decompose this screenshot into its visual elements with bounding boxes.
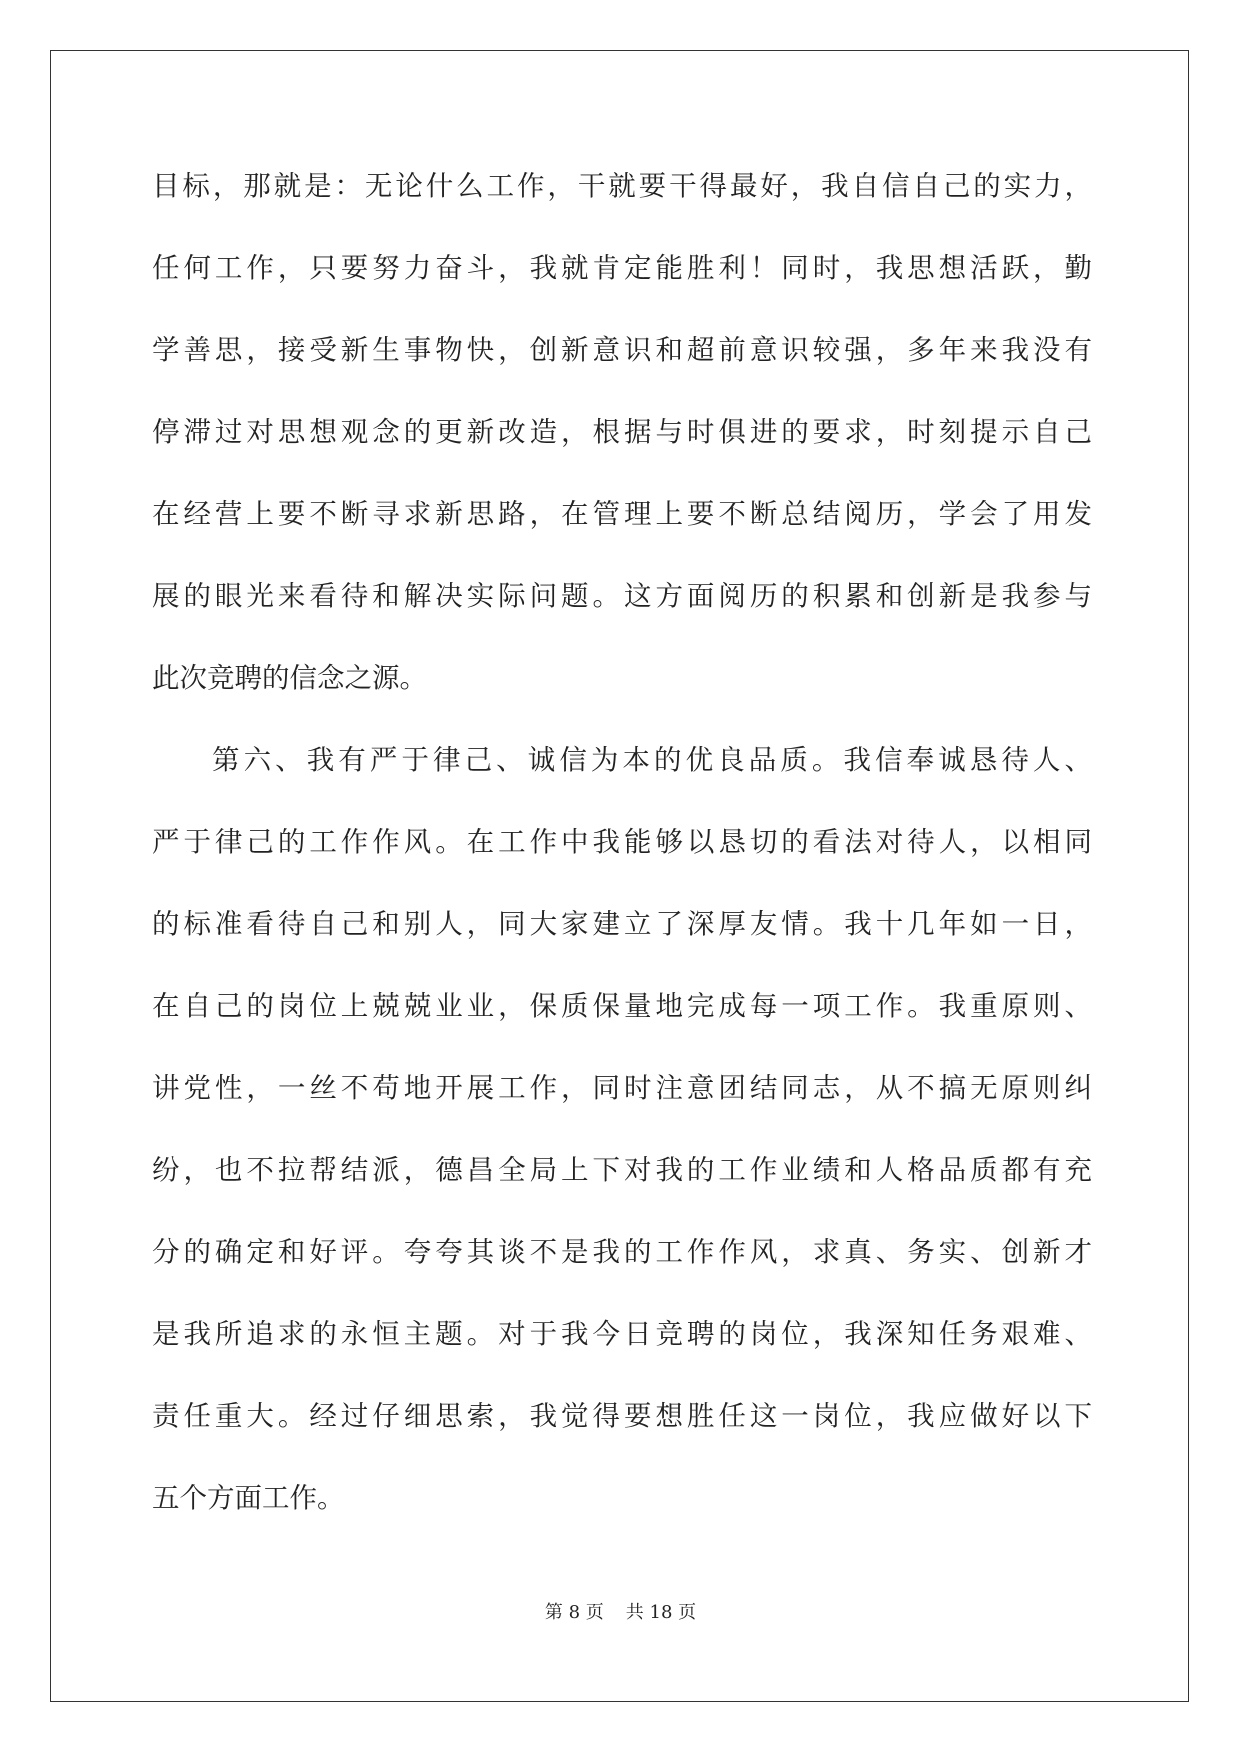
text-line: 任何工作，只要努力奋斗，我就肯定能胜利！同时，我思想活跃，勤 xyxy=(152,252,1092,284)
text-line: 纷，也不拉帮结派，德昌全局上下对我的工作业绩和人格品质都有充 xyxy=(152,1154,1092,1186)
text-line: 停滞过对思想观念的更新改造，根据与时俱进的要求，时刻提示自己 xyxy=(152,416,1092,448)
text-line: 是我所追求的永恒主题。对于我今日竞聘的岗位，我深知任务艰难、 xyxy=(152,1318,1092,1350)
page-number: 第 8 页 xyxy=(544,1602,604,1623)
text-line: 在经营上要不断寻求新思路，在管理上要不断总结阅历，学会了用发 xyxy=(152,498,1092,530)
page-total: 共 18 页 xyxy=(625,1602,697,1623)
document-body xyxy=(152,160,1092,1554)
paragraph-end-line: 此次竞聘的信念之源。 xyxy=(152,662,427,694)
text-line: 在自己的岗位上兢兢业业，保质保量地完成每一项工作。我重原则、 xyxy=(152,990,1092,1022)
text-line: 讲党性，一丝不苟地开展工作，同时注意团结同志，从不搞无原则纠 xyxy=(152,1072,1092,1104)
paragraph-start-line: 第六、我有严于律己、诚信为本的优良品质。我信奉诚恳待人、 xyxy=(212,744,1092,776)
text-line: 的标准看待自己和别人，同大家建立了深厚友情。我十几年如一日， xyxy=(152,908,1092,940)
page-footer xyxy=(0,1598,1241,1624)
text-line: 学善思，接受新生事物快，创新意识和超前意识较强，多年来我没有 xyxy=(152,334,1092,366)
text-line: 责任重大。经过仔细思索，我觉得要想胜任这一岗位，我应做好以下 xyxy=(152,1400,1092,1432)
text-line: 严于律己的工作作风。在工作中我能够以恳切的看法对待人，以相同 xyxy=(152,826,1092,858)
paragraph-end-line: 五个方面工作。 xyxy=(152,1482,345,1514)
text-line: 分的确定和好评。夸夸其谈不是我的工作作风，求真、务实、创新才 xyxy=(152,1236,1092,1268)
text-line: 目标，那就是：无论什么工作，干就要干得最好，我自信自己的实力， xyxy=(152,170,1092,202)
text-line: 展的眼光来看待和解决实际问题。这方面阅历的积累和创新是我参与 xyxy=(152,580,1092,612)
